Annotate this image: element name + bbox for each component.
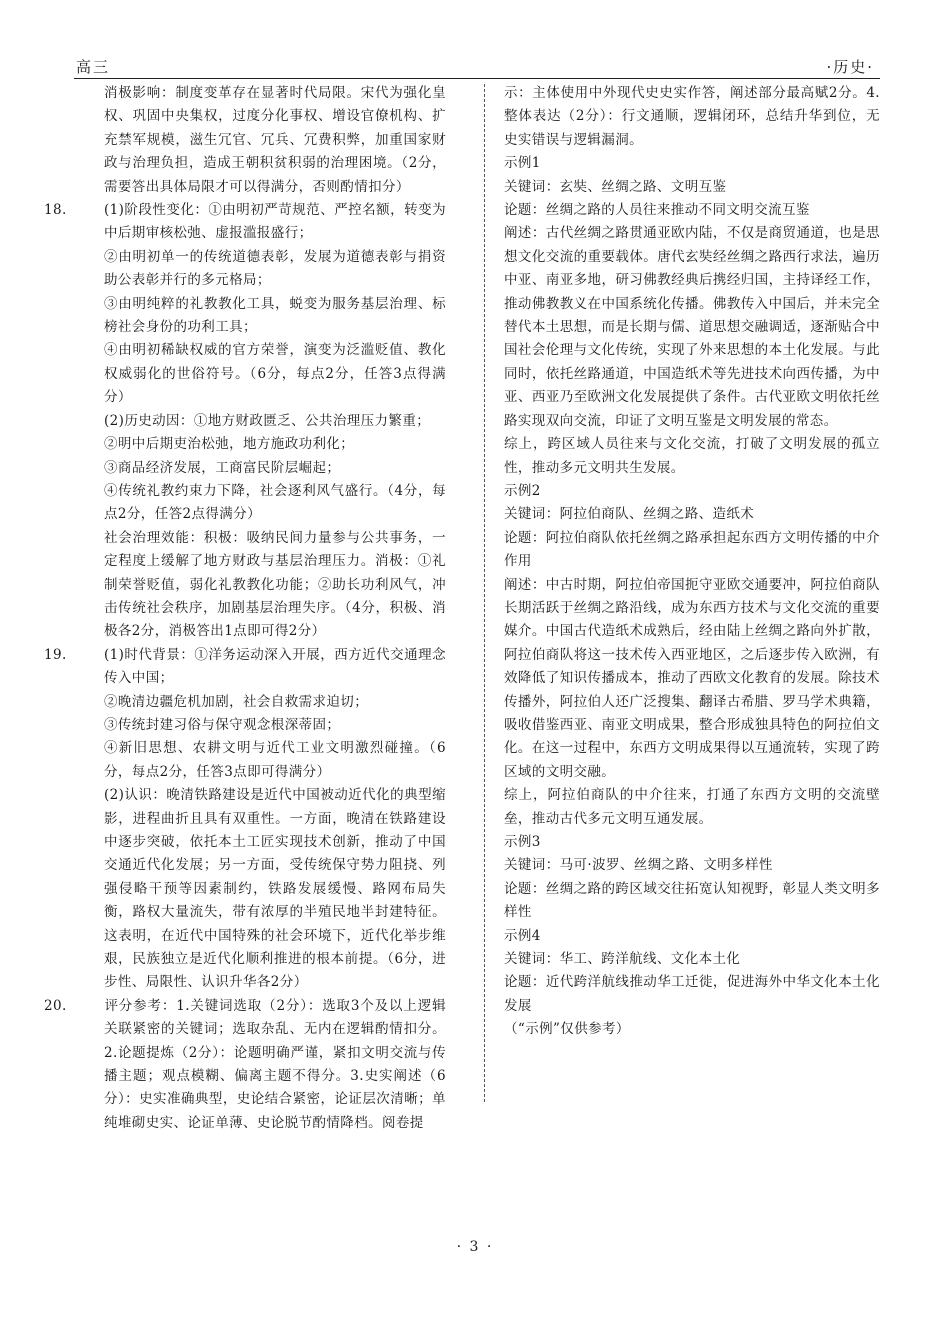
example-heading: 示例1 <box>504 155 541 172</box>
example-thesis: 论题：丝绸之路的人员往来推动不同文明交流互鉴 <box>504 202 810 219</box>
q18-item: ④传统礼教约束力下降，社会逐利风气盛行。（4分，每点2分，任答2点得满分） <box>104 482 446 523</box>
page-number: · 3 · <box>456 1239 494 1255</box>
q19-first <box>44 644 446 691</box>
example-elaboration: 阐述：古代丝绸之路贯通亚欧内陆，不仅是商贸通道，也是思想文化交流的重要载体。唐代玄奘经丝绸之路西行求法，遍历中亚、南亚多地，研习佛教经典后携经归国，主持译经工作，推动佛教教义在中国系统化传播。佛教传入中国后，并未完全替代本土思想，而是长期与儒、道思想交融调适，逐渐贴合中国社会伦理与文化传统，实现了外来思想的本土化发展。与此同时，依托丝路通道，中国造纸术等先进技术向西传播，为中亚、西亚乃至欧洲文化发展提供了条件。古代亚欧文明依托丝路实现双向交流，印证了文明互鉴是文明发展的常态。 <box>504 225 880 429</box>
example-elaboration: 阐述：中古时期，阿拉伯帝国扼守亚欧交通要冲，阿拉伯商队长期活跃于丝绸之路沿线，成为东西方技术与文化交流的重要媒介。中国古代造纸术成熟后，经由陆上丝绸之路向外扩散，阿拉伯商队将这一技术传入西亚地区，之后逐步传入欧洲，有效降低了知识传播成本，推动了西欧文化教育的发展。除技术传播外，阿拉伯人还广泛搜集、翻译古希腊、罗马学术典籍，吸收借鉴西亚、南亚文明成果，整合形成独具特色的阿拉伯文化。在这一过程中，东西方文明成果得以互通流转，实现了跨区域的文明交融。 <box>504 576 880 780</box>
q18-item: ②明中后期吏治松弛，地方施政功利化； <box>104 436 355 453</box>
example-keywords: 关键词：马可·波罗、丝绸之路、文明多样性 <box>504 857 773 874</box>
q20-first-text: 评分参考：1.关键词选取（2分）：选取3个及以上逻辑关联紧密的关键词；选取杂乱、无内在逻辑酌情扣分。2.论题提炼（2分）：论题明确严谨，紧扣文明交流与传播主题；观点模糊、偏离主题不得分。3.史实阐述（6分）：史实准确典型，史论结合紧密，论证层次清晰；单纯堆砌史实、论证单薄、史论脱节酌情降档。阅卷提 <box>104 997 446 1131</box>
left-column <box>44 82 446 1135</box>
example-keywords: 关键词：玄奘、丝绸之路、文明互鉴 <box>504 178 727 195</box>
q19-number: 19. <box>44 646 67 663</box>
q18-item: ②由明初单一的传统道德表彰，发展为道德表彰与捐资助公表彰并行的多元格局； <box>104 248 446 289</box>
q20-number: 20. <box>44 997 67 1014</box>
q19-item: ③传统封建习俗与保守观念根深蒂固； <box>104 716 341 733</box>
q18-first <box>44 199 446 246</box>
example-thesis: 论题：阿拉伯商队依托丝绸之路承担起东西方文明传播的中介作用 <box>504 529 880 570</box>
q19-item: ④新旧思想、农耕文明与近代工业文明激烈碰撞。（6分，每点2分，任答3点即可得满分） <box>104 740 446 780</box>
example-keywords: 关键词：阿拉伯商队、丝绸之路、造纸术 <box>504 506 755 523</box>
q18-item: ③由明纯粹的礼教教化工具，蜕变为服务基层治理、标榜社会身份的功利工具； <box>104 295 446 336</box>
q18-item: (2)历史动因：①地方财政匮乏、公共治理压力繁重； <box>104 412 431 429</box>
q18-number: 18. <box>44 202 67 219</box>
examples-note: （“示例”仅供参考） <box>504 1021 630 1038</box>
grade-label: 高三 <box>76 58 111 76</box>
example-thesis: 论题：丝绸之路的跨区域交往拓宽认知视野，彰显人类文明多样性 <box>504 880 880 921</box>
q20-continuation: 示：主体使用中外现代史史实作答，阐述部分最高赋2分。4.整体表达（2分）：行文通顺，逻辑闭环，总结升华到位，无史实错误与逻辑漏洞。 <box>504 85 880 148</box>
q17-continuation: 消极影响：制度变革存在显著时代局限。宋代为强化皇权、巩固中央集权，过度分化事权、增设官僚机构、扩充禁军规模，滋生冗官、冗兵、冗费积弊，加重国家财政与治理负担，造成王朝积贫积弱的治理困境。（2分，需要答出具体局限才可以得满分，否则酌情扣分） <box>104 85 446 195</box>
q19-first-text: (1)时代背景：①洋务运动深入开展，西方近代交通理念传入中国； <box>104 646 446 687</box>
page-header <box>74 50 880 79</box>
q18-item: 社会治理效能：积极：吸纳民间力量参与公共事务，一定程度上缓解了地方财政与基层治理压力。消极：①礼制荣誉贬值，弱化礼教教化功能；②助长功利风气，冲击传统社会秩序，加剧基层治理失序。（4分，积极、消极各2分，消极答出1点即可得2分） <box>104 529 446 640</box>
example-keywords: 关键词：华工、跨洋航线、文化本土化 <box>504 951 741 968</box>
example-summary: 综上，跨区域人员往来与文化交流，打破了文明发展的孤立性，推动多元文明共生发展。 <box>504 436 880 476</box>
example-heading: 示例2 <box>504 482 541 499</box>
q18-item: ③商品经济发展，工商富民阶层崛起； <box>104 459 341 476</box>
q19-item: ②晚清边疆危机加剧，社会自救需求迫切； <box>104 693 369 710</box>
example-heading: 示例3 <box>504 834 541 850</box>
subject-label: ·历史· <box>826 58 874 76</box>
q19-item: (2)认识：晚清铁路建设是近代中国被动近代化的典型缩影，进程曲折且具有双重性。一方面，晚清在铁路建设中逐步突破，依托本土工匠实现技术创新，推动了中国交通近代化发展；另一方面，受传统保守势力阻挠、列强侵略干预等因素制约，铁路发展缓慢、路网布局失衡，路权大量流失，带有浓厚的半殖民地半封建特征。这表明，在近代中国特殊的社会环境下，近代化举步维艰，民族独立是近代化顺利推进的根本前提。（6分，进步性、局限性、认识升华各2分） <box>104 787 446 991</box>
q18-item: ④由明初稀缺权威的官方荣誉，演变为泛滥贬值、教化权威弱化的世俗符号。（6分，每点2分，任答3点得满分） <box>104 342 446 406</box>
q18-first-text: (1)阶段性变化：①由明初严苛规范、严控名额，转变为中后期审核松弛、虚报滥报盛行； <box>104 202 446 242</box>
q20-first <box>44 995 446 1135</box>
example-thesis: 论题：近代跨洋航线推动华工迁徙，促进海外中华文化本土化发展 <box>504 974 880 1014</box>
right-column <box>504 82 880 1042</box>
column-divider <box>484 84 485 1102</box>
example-heading: 示例4 <box>504 927 541 944</box>
example-summary: 综上，阿拉伯商队的中介往来，打通了东西方文明的交流壁垒，推动古代多元文明互通发展。 <box>504 787 880 827</box>
